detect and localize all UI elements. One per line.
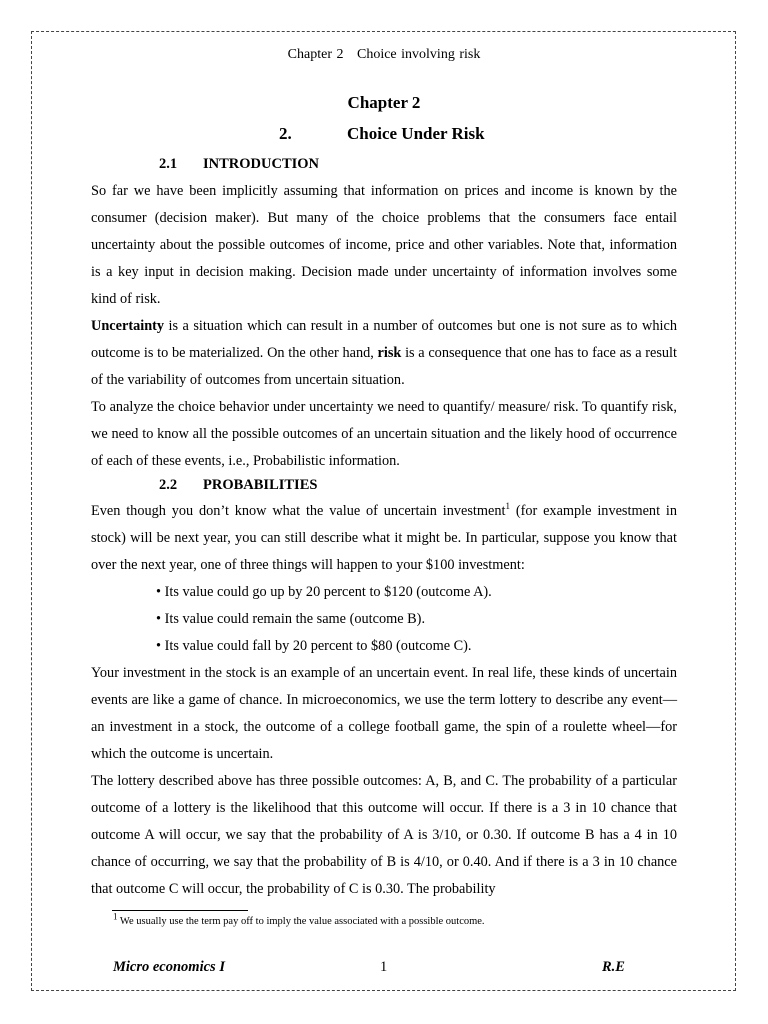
- running-header: Chapter 2 Choice involving risk: [287, 47, 481, 62]
- paragraph: Your investment in the stock is an example of an uncertain event. In real life, these kinds of uncertain events are like a game of chance. In microeconomics, we use the term lottery to describe any event—an investment in a stock, the outcome of a college football game, the spin of a roulette wheel—for which the outcome is uncertain.: [91, 665, 677, 762]
- footnote-number: 1: [113, 911, 118, 922]
- term-uncertainty: Uncertainty: [91, 318, 165, 334]
- section-number: 2.2: [159, 477, 178, 493]
- paragraph: Even though you don’t know what the value of uncertain investment$^1$ (for example investment in stock) will be next year, you can still describe what it might be. In particular, suppose you know that over the next year, one of three things will happen to your $100 investment:: [91, 501, 677, 573]
- bullet-item: • Its value could remain the same (outcome B).: [156, 611, 426, 627]
- paragraph: The lottery described above has three possible outcomes: A, B, and C. The probability of a particular outcome of a lottery is the likelihood that this outcome will occur. If there is a 3 in 10 chance that outcome A will occur, we say that the probability of A is 3/10, or 0.30. If outcome B has a 4 in 10 chance of occurring, we say that the probability of B is 4/10, or 0.40. And if there is a 3 in 10 chance that outcome C will occur, the probability of C is 0.30. The probability: [91, 773, 677, 897]
- section-title: INTRODUCTION: [203, 156, 320, 172]
- term-risk: risk: [377, 345, 402, 361]
- footnote-rule: [112, 910, 248, 911]
- probabilities-body: [91, 498, 677, 903]
- paragraph: Uncertainty is a situation which can result in a number of outcomes but one is not sure as to which outcome is to be materialized. On the other hand, risk is a consequence that one has to face as a result of the variability of outcomes from uncertain situation.: [91, 318, 677, 388]
- chapter-title: Chapter 2: [347, 93, 421, 112]
- chapter-name: Choice Under Risk: [347, 124, 485, 143]
- footnote-marker: 1: [505, 501, 510, 512]
- footer-course: Micro economics I: [113, 959, 225, 975]
- chapter-number: 2.: [279, 124, 292, 143]
- bullet-item: • Its value could fall by 20 percent to $80 (outcome C).: [156, 638, 472, 654]
- bullet-item: • Its value could go up by 20 percent to $120 (outcome A).: [156, 584, 492, 600]
- page-number: 1: [380, 959, 388, 975]
- paragraph: So far we have been implicitly assuming that information on prices and income is known by the consumer (decision maker). But many of the choice problems that the consumers face entail uncertainty about the possible outcomes of income, price and other variables. Note that, information is a key input in decision making. Decision made under uncertainty of information involves some kind of risk.: [91, 183, 677, 307]
- section-number: 2.1: [159, 156, 178, 172]
- paragraph: To analyze the choice behavior under uncertainty we need to quantify/ measure/ risk. To quantify risk, we need to know all the possible outcomes of an uncertain situation and the likely hood of occurrence of each of these events, i.e., Probabilistic information.: [91, 399, 677, 469]
- footer-initials: R.E: [602, 959, 625, 975]
- footnote-text: We usually use the term pay off to imply the value associated with a possible outcome.: [117, 916, 485, 927]
- introduction-body: [91, 178, 677, 475]
- footnote: [113, 911, 485, 927]
- section-title: PROBABILITIES: [203, 477, 318, 493]
